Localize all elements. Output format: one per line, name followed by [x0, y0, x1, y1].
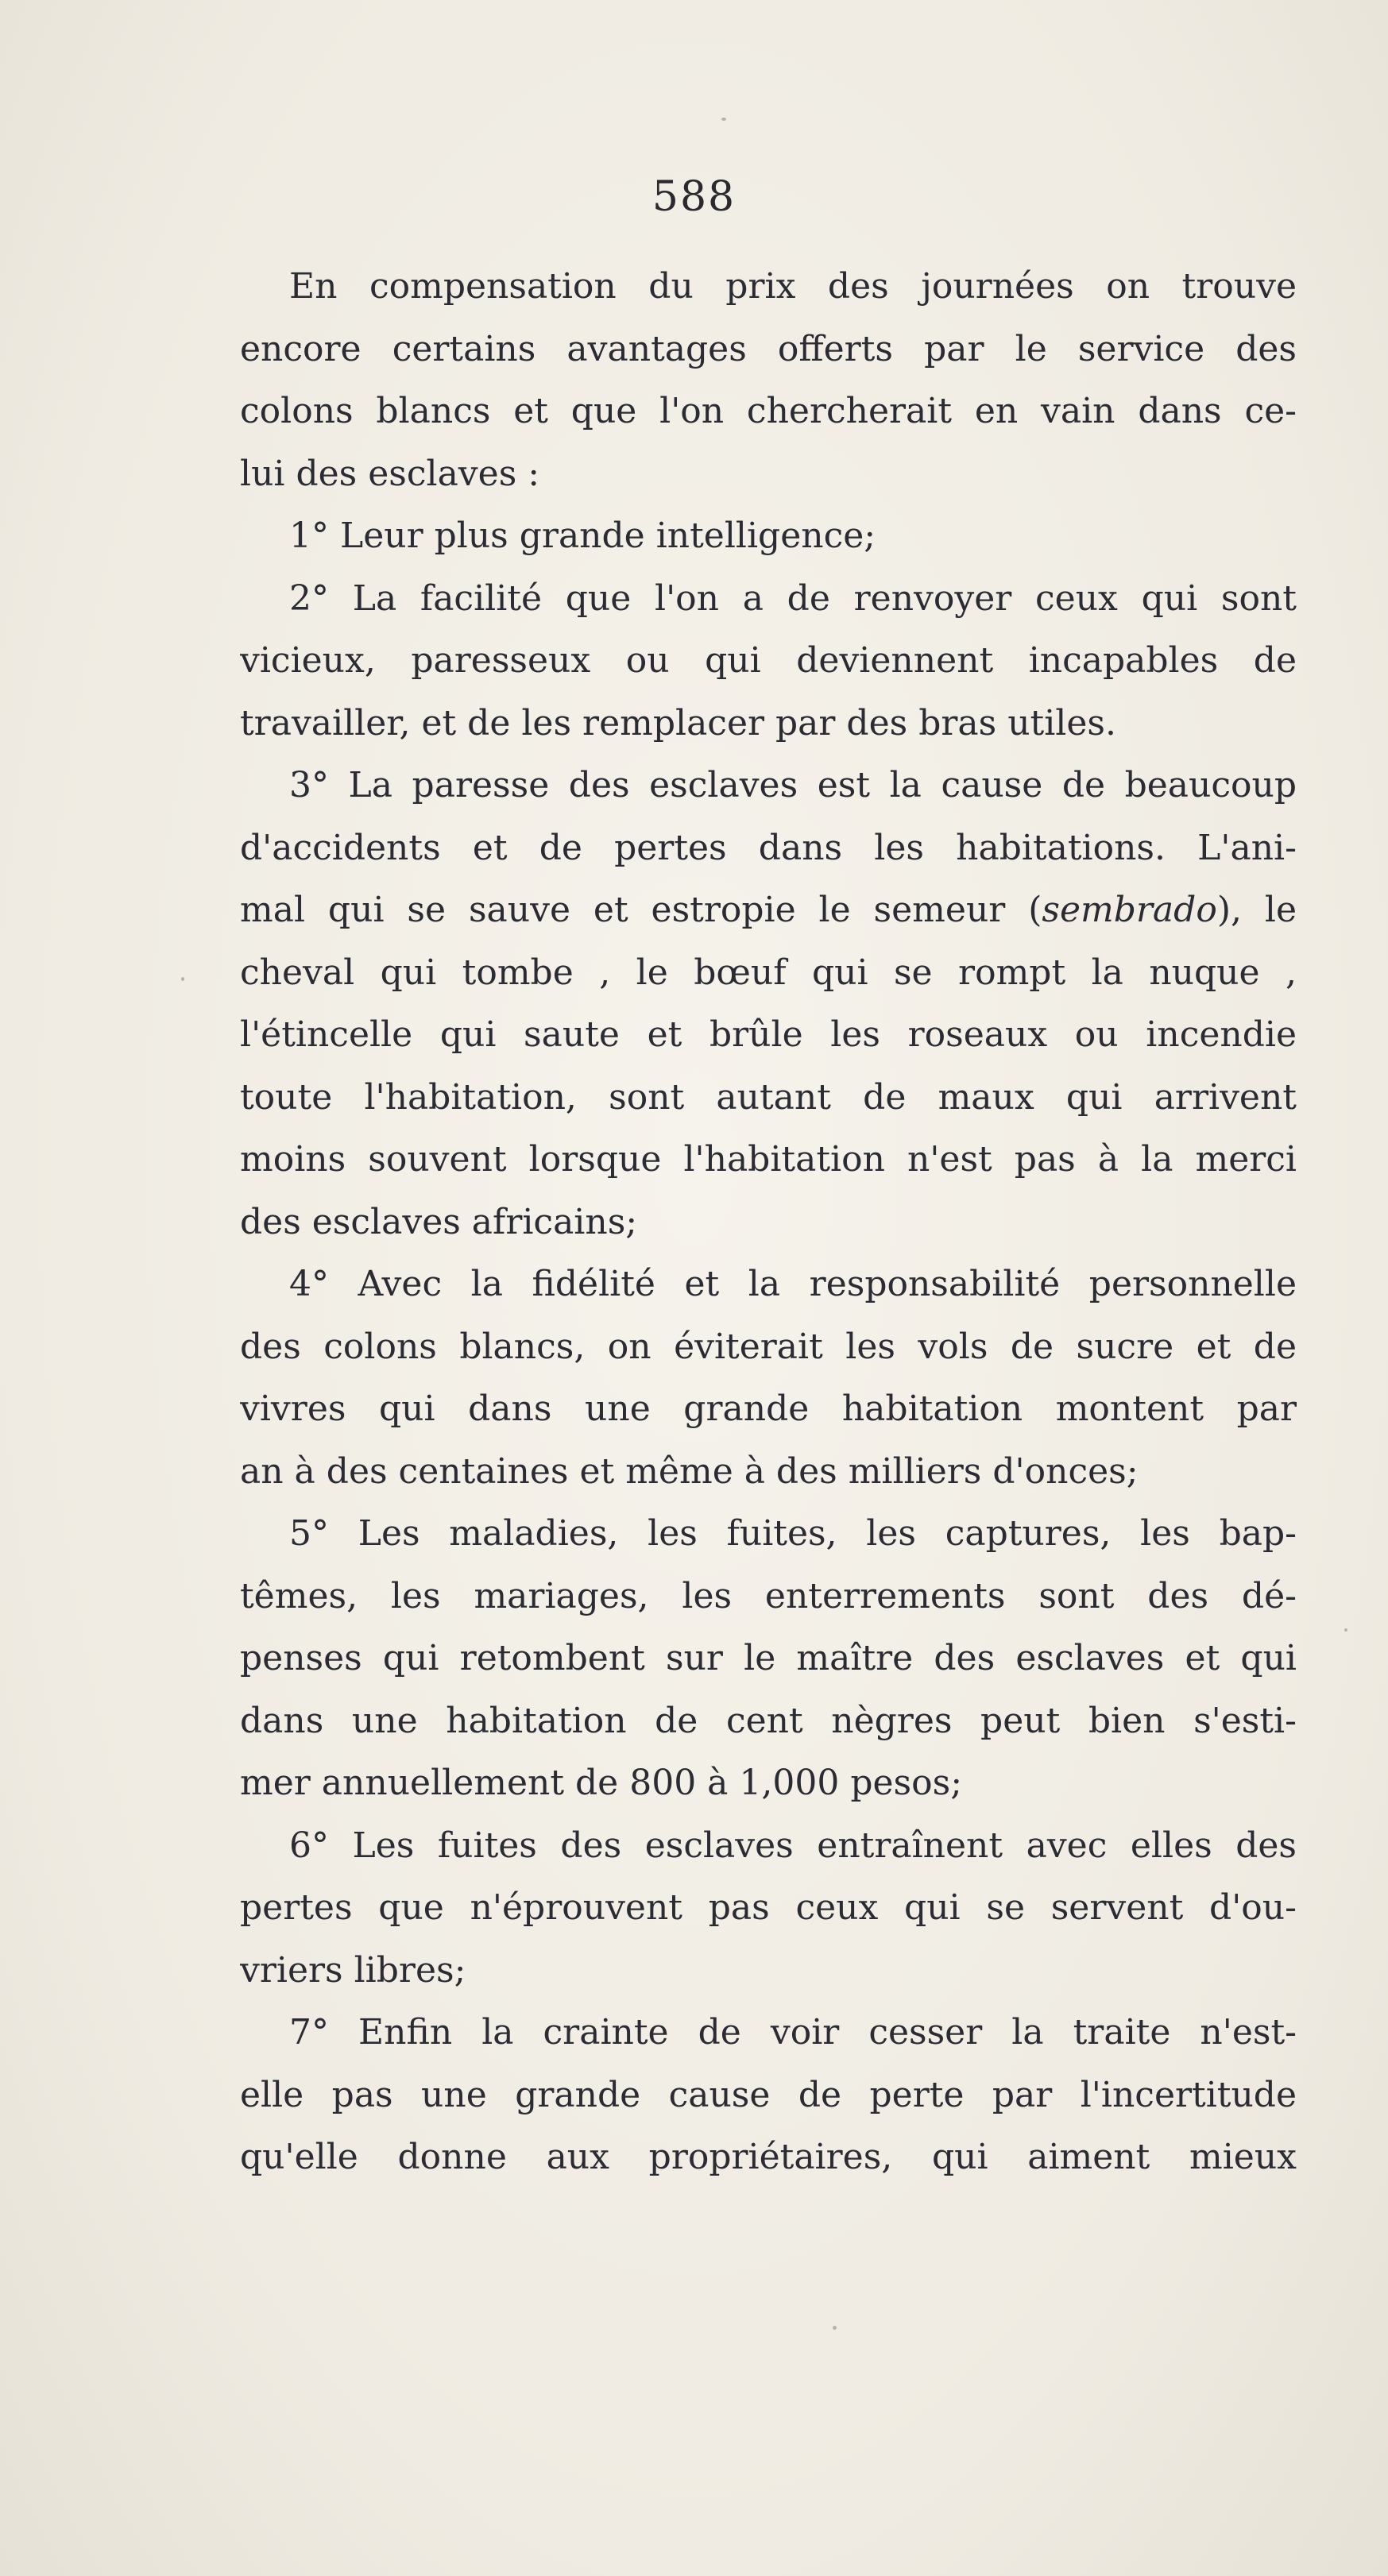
- text-line: moins souvent lorsque l'habitation n'est pas à la merci: [240, 1139, 1297, 1180]
- text-line: d'accidents et de pertes dans les habitations. L'ani-: [240, 827, 1297, 868]
- text-line: 4° Avec la fidélité et la responsabilité personnelle: [289, 1264, 1297, 1304]
- paper-speck: [721, 118, 726, 121]
- text-line: colons blancs et que l'on chercherait en vain dans ce-: [240, 391, 1297, 431]
- text-line: l'étincelle qui saute et brûle les roseaux ou incendie: [240, 1014, 1297, 1055]
- paper-speck: [833, 2326, 837, 2330]
- text-line: encore certains avantages offerts par le service des: [240, 328, 1297, 369]
- text-line: 6° Les fuites des esclaves entraînent avec elles des: [289, 1825, 1297, 1866]
- text-line: En compensation du prix des journées on trouve: [289, 266, 1297, 307]
- text-line: 3° La paresse des esclaves est la cause de beaucoup: [289, 765, 1297, 805]
- page-number: 588: [651, 173, 737, 221]
- text-line: 1° Leur plus grande intelligence;: [289, 516, 876, 556]
- text-line: vriers libres;: [240, 1949, 466, 1991]
- text-line: des colons blancs, on éviterait les vols de sucre et de: [240, 1326, 1297, 1367]
- text-line: [240, 879, 1297, 942]
- text-segment: ), le: [1216, 890, 1297, 930]
- text-line: vivres qui dans une grande habitation montent par: [240, 1388, 1297, 1429]
- text-line: lui des esclaves :: [240, 453, 540, 494]
- text-line: cheval qui tombe , le bœuf qui se rompt la nuque ,: [240, 952, 1297, 993]
- text-line: elle pas une grande cause de perte par l'incertitude: [240, 2074, 1297, 2115]
- text-line: têmes, les mariages, les enterrements sont des dé-: [240, 1575, 1297, 1616]
- body-text: [240, 256, 1297, 2189]
- text-line: pertes que n'éprouvent pas ceux qui se servent d'ou-: [240, 1887, 1297, 1928]
- text-line: vicieux, paresseux ou qui deviennent incapables de: [240, 640, 1297, 681]
- text-line: travailler, et de les remplacer par des bras utiles.: [240, 702, 1116, 743]
- text-line: 7° Enfin la crainte de voir cesser la traite n'est-: [289, 2012, 1297, 2053]
- text-line: toute l'habitation, sont autant de maux qui arrivent: [240, 1076, 1297, 1118]
- text-line: mer annuellement de 800 à 1,000 pesos;: [240, 1763, 963, 1803]
- text-line: dans une habitation de cent nègres peut bien s'esti-: [240, 1700, 1297, 1741]
- text-line: des esclaves africains;: [240, 1201, 638, 1242]
- text-segment: mal qui se sauve et estropie le semeur (: [240, 890, 1042, 930]
- text-line: 5° Les maladies, les fuites, les captures, les bap-: [289, 1513, 1297, 1554]
- paper-speck: [181, 977, 184, 981]
- text-line: qu'elle donne aux propriétaires, qui aiment mieux: [240, 2137, 1297, 2177]
- text-line: 2° La facilité que l'on a de renvoyer ceux qui sont: [289, 577, 1297, 619]
- paper-speck: [1344, 1628, 1347, 1632]
- text-line: an à des centaines et même à des milliers d'onces;: [240, 1450, 1139, 1492]
- text-line: penses qui retombent sur le maître des esclaves et qui: [240, 1638, 1297, 1678]
- italic-term: sembrado: [1042, 890, 1217, 930]
